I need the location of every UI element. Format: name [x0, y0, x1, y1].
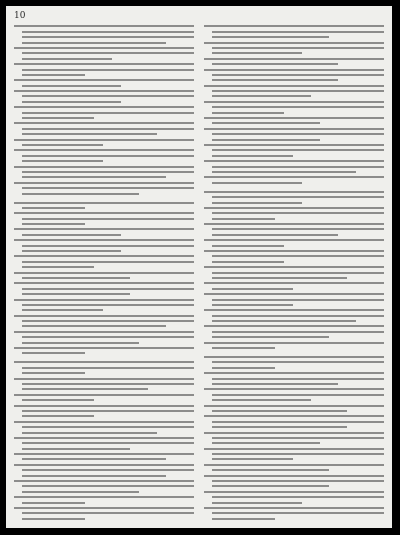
register-entry	[14, 166, 194, 179]
register-entry	[204, 342, 384, 349]
illegible-text-line	[14, 106, 194, 108]
illegible-text-line	[22, 410, 194, 412]
illegible-text-line	[22, 266, 94, 268]
register-entry	[14, 378, 194, 391]
illegible-text-line	[22, 325, 166, 327]
illegible-text-line	[22, 234, 121, 236]
register-entry	[14, 421, 194, 434]
illegible-text-line	[14, 394, 194, 396]
register-entry	[204, 507, 384, 520]
register-entry	[204, 415, 384, 428]
illegible-text-line	[22, 388, 148, 390]
illegible-text-line	[22, 448, 130, 450]
illegible-text-line	[204, 342, 384, 344]
register-page	[6, 6, 392, 528]
illegible-text-line	[14, 228, 194, 230]
register-entry	[204, 448, 384, 461]
register-entry	[204, 405, 384, 412]
illegible-text-line	[22, 223, 85, 225]
illegible-text-line	[212, 212, 384, 214]
illegible-text-line	[14, 421, 194, 423]
illegible-text-line	[14, 405, 194, 407]
illegible-text-line	[14, 63, 194, 65]
illegible-text-line	[204, 160, 384, 162]
illegible-text-line	[14, 239, 194, 241]
illegible-text-line	[212, 106, 384, 108]
illegible-text-line	[212, 52, 302, 54]
register-entry	[14, 507, 194, 520]
illegible-text-line	[22, 352, 85, 354]
register-entry	[204, 266, 384, 279]
illegible-text-line	[212, 480, 384, 482]
illegible-text-line	[14, 139, 194, 141]
illegible-text-line	[22, 155, 194, 157]
illegible-text-line	[212, 36, 329, 38]
illegible-text-line	[204, 448, 384, 450]
illegible-text-line	[22, 320, 194, 322]
illegible-text-line	[14, 212, 194, 214]
register-entry	[14, 149, 194, 162]
register-entry	[14, 464, 194, 477]
register-entry	[204, 282, 384, 289]
illegible-text-line	[204, 101, 384, 103]
illegible-text-line	[22, 491, 139, 493]
illegible-text-line	[22, 442, 194, 444]
illegible-text-line	[212, 245, 284, 247]
illegible-text-line	[212, 255, 384, 257]
register-entry	[204, 309, 384, 322]
register-entry	[204, 191, 384, 204]
illegible-text-line	[212, 74, 384, 76]
illegible-text-line	[212, 383, 338, 385]
illegible-text-line	[212, 79, 338, 81]
illegible-text-line	[212, 367, 275, 369]
illegible-text-line	[212, 304, 293, 306]
illegible-text-line	[22, 293, 130, 295]
illegible-text-line	[22, 432, 157, 434]
illegible-text-line	[22, 36, 194, 38]
illegible-text-line	[22, 160, 103, 162]
illegible-text-line	[212, 95, 311, 97]
illegible-text-line	[14, 347, 194, 349]
entry-column-left	[14, 22, 194, 522]
illegible-text-line	[212, 426, 347, 428]
illegible-text-line	[212, 261, 284, 263]
register-entry	[14, 361, 194, 374]
register-entry	[204, 475, 384, 488]
register-entry	[14, 394, 194, 401]
register-entry	[204, 58, 384, 65]
illegible-text-line	[22, 245, 194, 247]
illegible-text-line	[212, 133, 384, 135]
illegible-text-line	[14, 361, 194, 363]
illegible-text-line	[212, 288, 293, 290]
illegible-text-line	[14, 437, 194, 439]
register-entry	[204, 325, 384, 338]
illegible-text-line	[212, 315, 384, 317]
illegible-text-line	[212, 47, 384, 49]
register-entry	[14, 79, 194, 86]
illegible-text-line	[204, 25, 384, 27]
illegible-text-line	[212, 202, 302, 204]
illegible-text-line	[22, 95, 194, 97]
illegible-text-line	[14, 453, 194, 455]
illegible-text-line	[212, 437, 384, 439]
page-number: 10	[14, 11, 26, 21]
register-entry	[204, 239, 384, 246]
illegible-text-line	[212, 331, 384, 333]
register-entry	[204, 372, 384, 385]
illegible-text-line	[22, 383, 194, 385]
illegible-text-line	[204, 309, 384, 311]
illegible-text-line	[22, 426, 194, 428]
illegible-text-line	[212, 228, 384, 230]
illegible-text-line	[204, 388, 384, 390]
illegible-text-line	[22, 112, 194, 114]
illegible-text-line	[204, 282, 384, 284]
illegible-text-line	[22, 52, 194, 54]
illegible-text-line	[212, 421, 384, 423]
register-entry	[14, 331, 194, 344]
register-entry	[14, 139, 194, 146]
illegible-text-line	[14, 299, 194, 301]
illegible-text-line	[22, 277, 130, 279]
illegible-text-line	[212, 277, 347, 279]
register-entry	[204, 117, 384, 124]
illegible-text-line	[212, 399, 311, 401]
illegible-text-line	[14, 25, 194, 27]
illegible-text-line	[22, 415, 94, 417]
illegible-text-line	[22, 261, 194, 263]
register-entry	[14, 315, 194, 328]
illegible-text-line	[212, 378, 384, 380]
illegible-text-line	[212, 122, 320, 124]
register-entry	[204, 356, 384, 369]
illegible-text-line	[212, 361, 384, 363]
illegible-text-line	[22, 144, 103, 146]
register-entry	[14, 122, 194, 135]
illegible-text-line	[22, 288, 194, 290]
illegible-text-line	[204, 491, 384, 493]
illegible-text-line	[22, 512, 194, 514]
illegible-text-line	[14, 79, 194, 81]
illegible-text-line	[22, 485, 194, 487]
register-entry	[204, 250, 384, 263]
register-entry	[204, 432, 384, 445]
illegible-text-line	[212, 196, 384, 198]
illegible-text-line	[14, 507, 194, 509]
illegible-text-line	[14, 282, 194, 284]
illegible-text-line	[14, 90, 194, 92]
illegible-text-line	[22, 502, 85, 504]
register-entry	[14, 496, 194, 503]
illegible-text-line	[212, 518, 275, 520]
illegible-text-line	[22, 187, 194, 189]
illegible-text-line	[204, 144, 384, 146]
illegible-text-line	[22, 367, 194, 369]
register-entry	[204, 128, 384, 141]
illegible-text-line	[22, 117, 94, 119]
register-entry	[204, 69, 384, 82]
illegible-text-line	[204, 42, 384, 44]
illegible-text-line	[204, 405, 384, 407]
illegible-text-line	[22, 218, 194, 220]
illegible-text-line	[22, 207, 85, 209]
register-entry	[14, 282, 194, 295]
illegible-text-line	[22, 74, 85, 76]
illegible-text-line	[14, 480, 194, 482]
illegible-text-line	[14, 378, 194, 380]
illegible-text-line	[212, 469, 329, 471]
register-entry	[204, 42, 384, 55]
register-entry	[14, 63, 194, 76]
illegible-text-line	[204, 223, 384, 225]
register-entry	[14, 405, 194, 418]
illegible-text-line	[212, 234, 338, 236]
register-entry	[14, 272, 194, 279]
illegible-text-line	[22, 133, 157, 135]
register-entry	[14, 239, 194, 252]
illegible-text-line	[22, 475, 166, 477]
illegible-text-line	[22, 309, 103, 311]
illegible-text-line	[212, 139, 320, 141]
illegible-text-line	[22, 171, 194, 173]
illegible-text-line	[22, 518, 85, 520]
illegible-text-line	[204, 69, 384, 71]
illegible-text-line	[212, 336, 329, 338]
illegible-text-line	[212, 458, 293, 460]
illegible-text-line	[212, 166, 384, 168]
illegible-text-line	[22, 31, 194, 33]
register-entry	[204, 223, 384, 236]
illegible-text-line	[22, 58, 112, 60]
register-entry	[204, 85, 384, 98]
illegible-text-line	[212, 90, 384, 92]
illegible-text-line	[204, 266, 384, 268]
illegible-text-line	[212, 63, 338, 65]
register-entry	[204, 464, 384, 471]
illegible-text-line	[204, 356, 384, 358]
illegible-text-line	[204, 475, 384, 477]
illegible-text-line	[14, 331, 194, 333]
illegible-text-line	[22, 250, 121, 252]
illegible-text-line	[14, 202, 194, 204]
illegible-text-line	[22, 336, 194, 338]
register-entry	[14, 90, 194, 103]
illegible-text-line	[204, 325, 384, 327]
illegible-text-line	[22, 304, 194, 306]
illegible-text-line	[204, 464, 384, 466]
register-entry	[204, 176, 384, 183]
illegible-text-line	[204, 85, 384, 87]
illegible-text-line	[212, 410, 347, 412]
illegible-text-line	[204, 432, 384, 434]
illegible-text-line	[212, 299, 384, 301]
illegible-text-line	[204, 250, 384, 252]
illegible-text-line	[14, 255, 194, 257]
illegible-text-line	[22, 85, 121, 87]
register-entry	[204, 101, 384, 114]
register-entry	[204, 491, 384, 504]
illegible-text-line	[212, 171, 356, 173]
illegible-text-line	[22, 342, 139, 344]
register-entry	[14, 212, 194, 225]
illegible-text-line	[22, 101, 121, 103]
illegible-text-line	[22, 69, 194, 71]
register-entry	[14, 437, 194, 450]
illegible-text-line	[22, 176, 166, 178]
illegible-text-line	[14, 315, 194, 317]
illegible-text-line	[204, 176, 384, 178]
illegible-text-line	[212, 112, 284, 114]
illegible-text-line	[204, 191, 384, 193]
illegible-text-line	[212, 182, 302, 184]
illegible-text-line	[14, 182, 194, 184]
illegible-text-line	[212, 485, 329, 487]
illegible-text-line	[14, 122, 194, 124]
illegible-text-line	[212, 155, 293, 157]
illegible-text-line	[14, 464, 194, 466]
illegible-text-line	[212, 502, 302, 504]
illegible-text-line	[14, 47, 194, 49]
register-entry	[14, 255, 194, 268]
register-entry	[204, 207, 384, 220]
illegible-text-line	[204, 239, 384, 241]
register-entry	[14, 202, 194, 209]
illegible-text-line	[22, 399, 94, 401]
entry-column-right	[204, 22, 384, 522]
register-entry	[14, 347, 194, 354]
register-entry	[204, 25, 384, 38]
illegible-text-line	[212, 31, 384, 33]
illegible-text-line	[14, 166, 194, 168]
illegible-text-line	[14, 149, 194, 151]
illegible-text-line	[212, 512, 384, 514]
illegible-text-line	[14, 496, 194, 498]
illegible-text-line	[22, 469, 194, 471]
register-entry	[14, 182, 194, 195]
illegible-text-line	[204, 117, 384, 119]
illegible-text-line	[204, 128, 384, 130]
illegible-text-line	[212, 453, 384, 455]
illegible-text-line	[22, 193, 139, 195]
register-entry	[204, 160, 384, 173]
illegible-text-line	[204, 372, 384, 374]
illegible-text-line	[204, 58, 384, 60]
register-entry	[204, 144, 384, 157]
register-entry	[14, 480, 194, 493]
illegible-text-line	[212, 272, 384, 274]
register-entry	[204, 388, 384, 401]
register-entry	[14, 106, 194, 119]
register-entry	[14, 25, 194, 43]
illegible-text-line	[204, 293, 384, 295]
illegible-text-line	[212, 442, 320, 444]
illegible-text-line	[212, 394, 384, 396]
illegible-text-line	[204, 415, 384, 417]
illegible-text-line	[212, 347, 275, 349]
illegible-text-line	[22, 372, 85, 374]
illegible-text-line	[212, 149, 384, 151]
register-entry	[204, 293, 384, 306]
illegible-text-line	[22, 128, 194, 130]
illegible-text-line	[14, 272, 194, 274]
illegible-text-line	[22, 42, 166, 44]
illegible-text-line	[22, 458, 166, 460]
illegible-text-line	[204, 507, 384, 509]
illegible-text-line	[204, 207, 384, 209]
register-entry	[14, 47, 194, 60]
illegible-text-line	[212, 496, 384, 498]
register-entry	[14, 299, 194, 312]
illegible-text-line	[212, 320, 356, 322]
register-entry	[14, 228, 194, 235]
illegible-text-line	[212, 218, 275, 220]
register-entry	[14, 453, 194, 460]
